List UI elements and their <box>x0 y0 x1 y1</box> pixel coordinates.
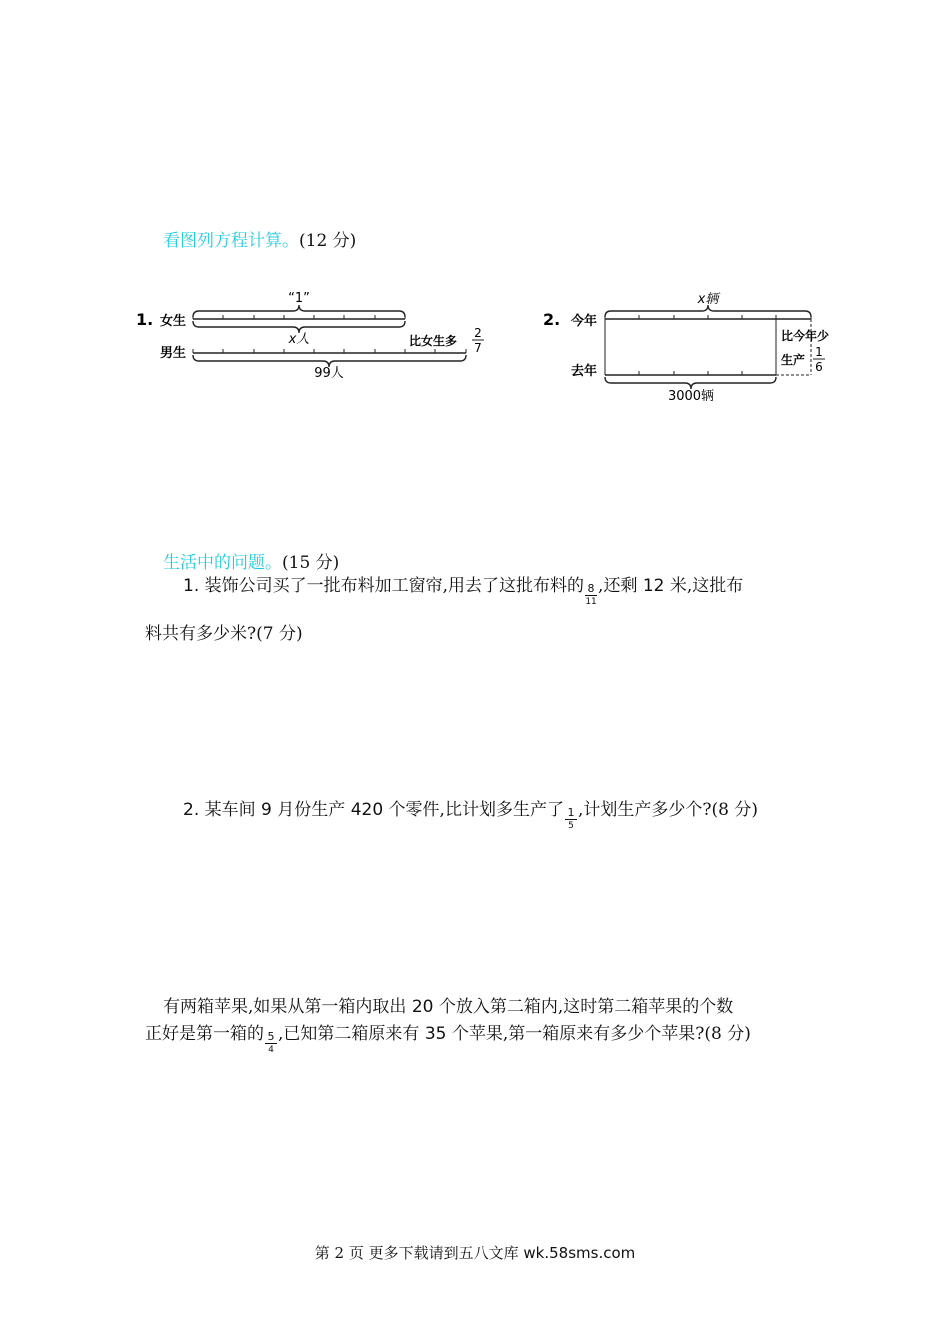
diagram1-bottom-label: 99人 <box>314 366 344 381</box>
q3-frac-den: 4 <box>268 1044 274 1055</box>
q3-text-a: 有两箱苹果,如果从第一箱内取出 <box>163 997 407 1017</box>
q1-number-12: 12 <box>642 576 665 596</box>
diagram2-frac-num: 1 <box>815 345 823 359</box>
q1-text-a: 装饰公司买了一批布料加工窗帘,用去了这批布料的 <box>204 576 585 596</box>
q2-frac-den: 5 <box>568 820 574 831</box>
q3-fraction <box>264 1025 278 1055</box>
diagram1-number: 1. <box>136 310 154 329</box>
footer-site-link[interactable]: wk.58sms.com <box>523 1244 636 1262</box>
diagram1-compare-text: 比女生多 <box>409 334 458 348</box>
diagram-1 <box>130 285 500 385</box>
page-footer <box>0 1242 950 1263</box>
q3-line1 <box>163 995 733 1019</box>
q2-frac-num: 1 <box>567 805 575 819</box>
top-brace <box>193 305 405 317</box>
section2-title: 生活中的问题。 <box>163 553 282 573</box>
diagram2-compare-line2: 生产 <box>781 353 806 367</box>
diagram1-frac-num: 2 <box>474 326 482 340</box>
q3-text-b: 个放入第二箱内,这时第二箱苹果的个数 <box>438 997 734 1017</box>
q3-number-35: 35 <box>424 1024 447 1044</box>
diagram2-frac-den: 6 <box>815 360 823 374</box>
q3-number-20: 20 <box>411 997 434 1017</box>
q2-number-9: 9 <box>261 800 272 820</box>
q1-fraction <box>584 577 598 607</box>
q1-text-b: ,还剩 <box>598 576 638 596</box>
diagram2-number: 2. <box>543 310 561 329</box>
q3-frac-num: 5 <box>267 1029 275 1043</box>
diagram-2 <box>535 285 855 410</box>
q1-frac-num: 8 <box>587 581 595 595</box>
footer-text: 第 2 页 更多下载请到五八文库 <box>314 1244 519 1262</box>
diagram1-top-label: “1” <box>288 291 310 306</box>
diagram1-row2-label: 男生 <box>160 346 187 361</box>
q1-line2: 料共有多少米?(7 分) <box>145 624 303 644</box>
diagram1-row1-label: 女生 <box>160 314 187 329</box>
section2-heading <box>163 548 339 573</box>
diagram2-row1-label: 今年 <box>571 314 598 329</box>
q3-text-d: ,已知第二箱原来有 <box>278 1024 420 1044</box>
diagram2-row2-label: 去年 <box>571 364 598 379</box>
q1-text-c: 米,这批布 <box>669 576 744 596</box>
section1-title: 看图列方程计算。 <box>163 231 299 251</box>
diagram1-frac-den: 7 <box>474 341 482 355</box>
q2-text-c: 个零件,比计划多生产了 <box>388 800 564 820</box>
diagram2-top-label: x辆 <box>697 292 719 307</box>
q2-line <box>183 798 758 831</box>
q3-text-c: 正好是第一箱的 <box>145 1024 264 1044</box>
q1-frac-den: 11 <box>585 596 597 607</box>
bottom-brace-2 <box>605 377 776 389</box>
q2-text-d: ,计划生产多少个?(8 分) <box>577 800 758 820</box>
q2-text-b: 月份生产 <box>277 800 346 820</box>
q2-text-a: 某车间 <box>204 800 256 820</box>
q1-number: 1. <box>183 576 200 596</box>
section1-score: (12 分) <box>299 231 357 251</box>
diagram1-middle-label: x人 <box>288 332 310 347</box>
q2-number-420: 420 <box>350 800 384 820</box>
q2-number: 2. <box>183 800 200 820</box>
section2-score: (15 分) <box>282 553 340 573</box>
q3-text-e: 个苹果,第一箱原来有多少个苹果?(8 分) <box>451 1024 751 1044</box>
q3-line2 <box>145 1022 751 1055</box>
q1-line1 <box>183 574 744 607</box>
q2-fraction <box>564 801 578 831</box>
diagram2-bottom-label: 3000辆 <box>667 389 715 404</box>
diagram2-compare-line1: 比今年少 <box>781 329 830 343</box>
section1-heading <box>163 226 356 251</box>
